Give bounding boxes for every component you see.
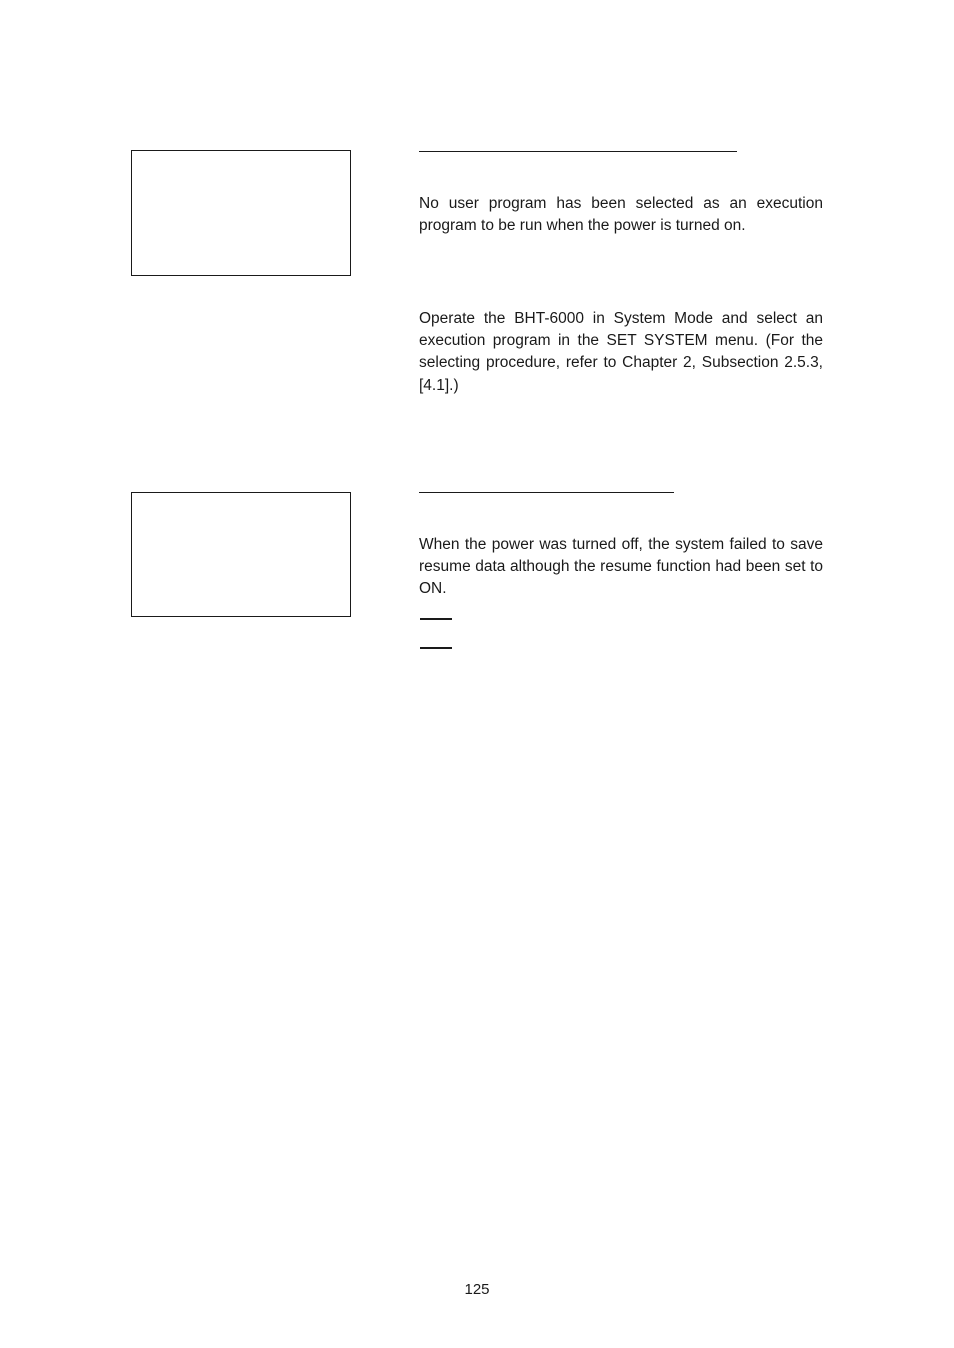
section-heading-rule-1 [419, 151, 737, 152]
label-underline-1 [420, 618, 452, 620]
page-number: 125 [464, 1281, 490, 1298]
section-1-description: No user program has been selected as an execution program to be run when the power is turned on. [419, 195, 823, 235]
screen-message-box-1 [131, 150, 351, 276]
section-heading-rule-2 [419, 492, 674, 493]
section-1-remedy: Operate the BHT-6000 in System Mode and select an execution program in the SET SYSTEM menu. (For the selecting procedure, refer to Chapter 2, Subsection 2.5.3, [4.1].) [419, 310, 823, 394]
section-2-description: When the power was turned off, the system failed to save resume data although the resume function had been set to ON. [419, 536, 823, 598]
label-underline-2 [420, 647, 452, 649]
screen-message-box-2 [131, 492, 351, 617]
